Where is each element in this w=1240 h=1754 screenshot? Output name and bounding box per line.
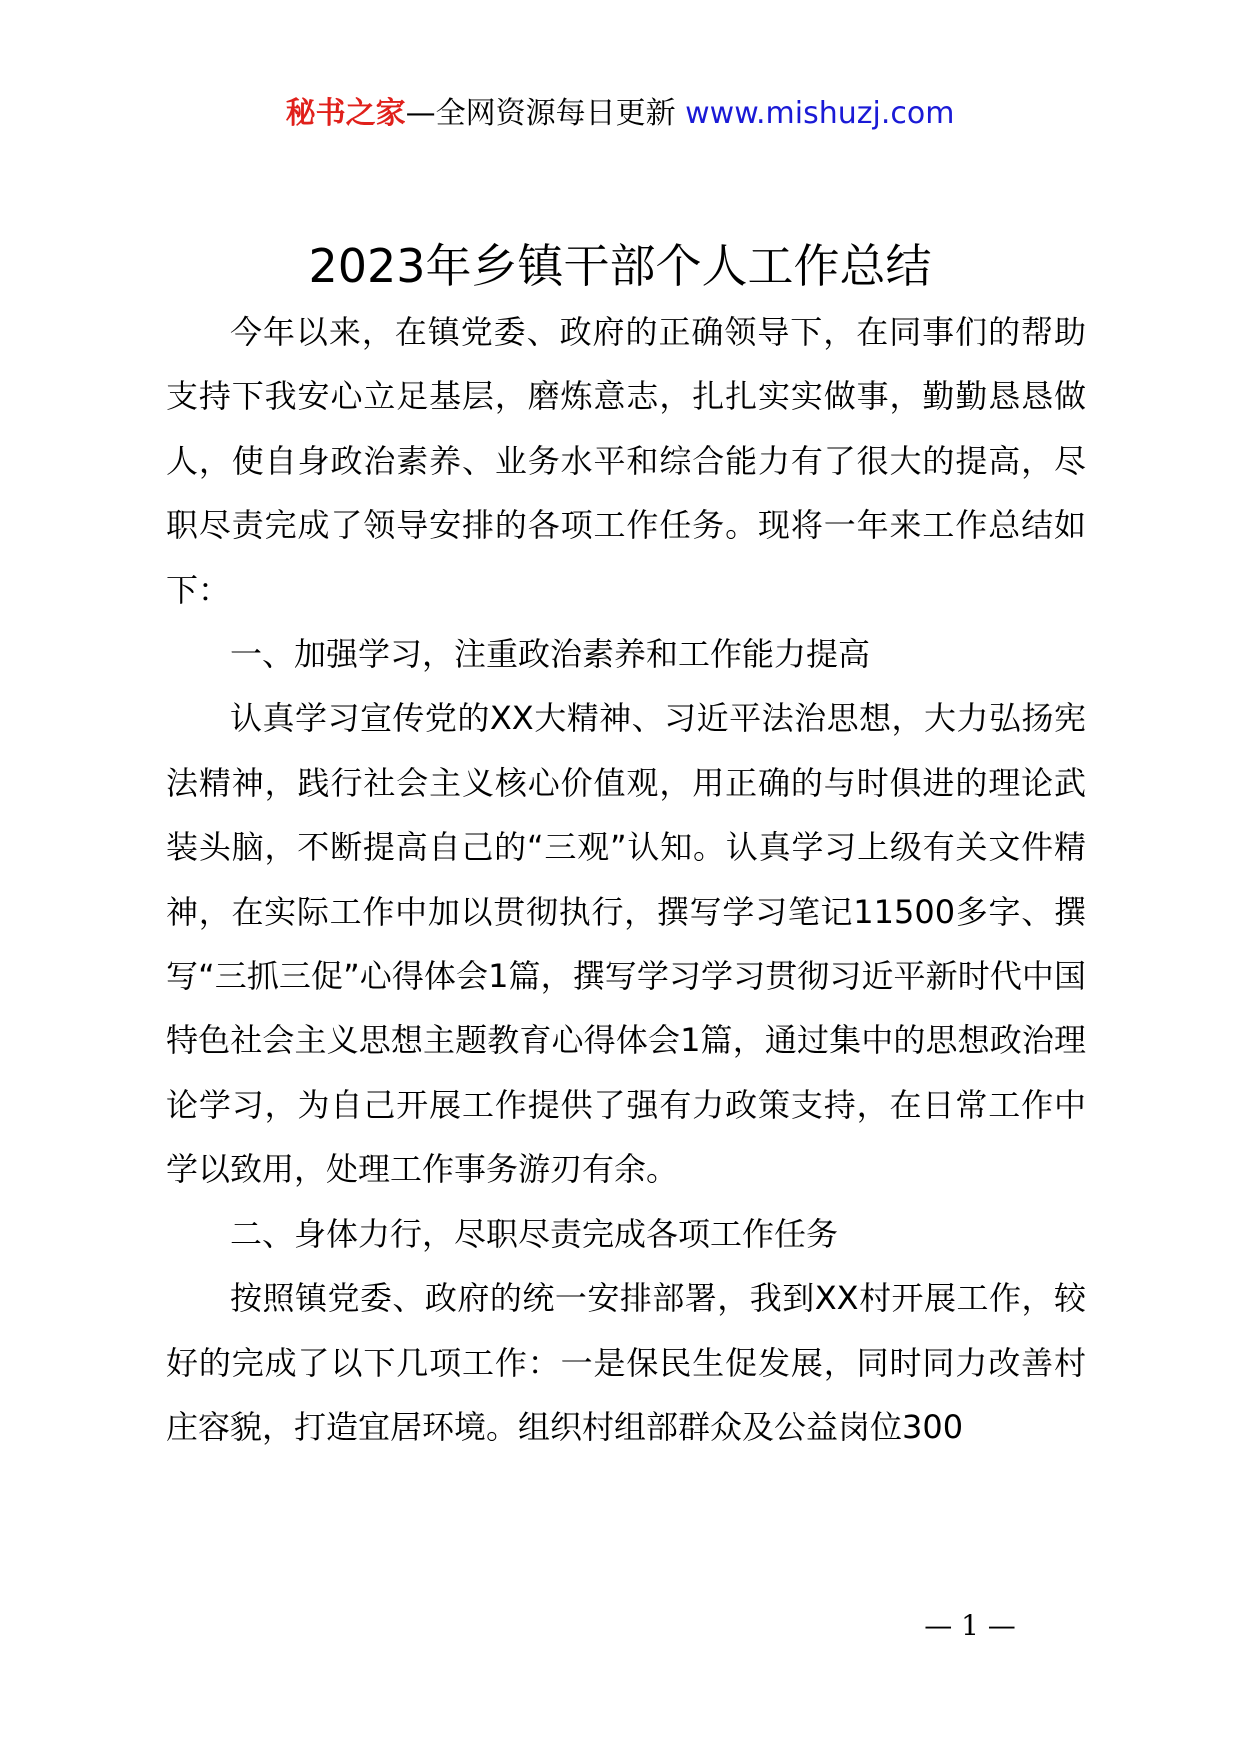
- section-heading-2: 二、身体力行，尽职尽责完成各项工作任务: [230, 1214, 839, 1253]
- page-number: — 1 —: [924, 1609, 1016, 1642]
- site-url-link[interactable]: www.mishuzj.com: [685, 96, 955, 131]
- site-tagline: —全网资源每日更新: [405, 96, 676, 131]
- paragraph-study: 认真学习宣传党的XX大精神、习近平法治思想，大力弘扬宪法精神，践行社会主义核心价值观，用正确的与时俱进的理论武装头脑，不断提高自己的“三观”认知。认真学习上级有关文件精神，在实际工作中加以贯彻执行，撰写学习笔记11500多字、撰写“三抓三促”心得体会1篇，撰写学习学习贯彻习近平新时代中国特色社会主义思想主题教育心得体会1篇，通过集中的思想政治理论学习，为自己开展工作提供了强有力政策支持，在日常工作中学以致用，处理工作事务游刃有余。: [166, 699, 1086, 1189]
- site-brand: 秘书之家: [285, 96, 406, 131]
- document-title: 2023年乡镇干部个人工作总结: [308, 239, 932, 293]
- document-body: [166, 300, 1086, 1560]
- section-heading-1: 一、加强学习，注重政治素养和工作能力提高: [230, 635, 871, 674]
- paragraph-work: 按照镇党委、政府的统一安排部署，我到XX村开展工作，较好的完成了以下几项工作：一是保民生促发展，同时同力改善村庄容貌，打造宜居环境。组织村组部群众及公益岗位300: [166, 1279, 1086, 1446]
- paragraph-intro: 今年以来，在镇党委、政府的正确领导下，在同事们的帮助支持下我安心立足基层，磨炼意志，扎扎实实做事，勤勤恳恳做人，使自身政治素养、业务水平和综合能力有了很大的提高，尽职尽责完成了领导安排的各项工作任务。现将一年来工作总结如下：: [166, 313, 1086, 609]
- site-header: [0, 94, 1240, 134]
